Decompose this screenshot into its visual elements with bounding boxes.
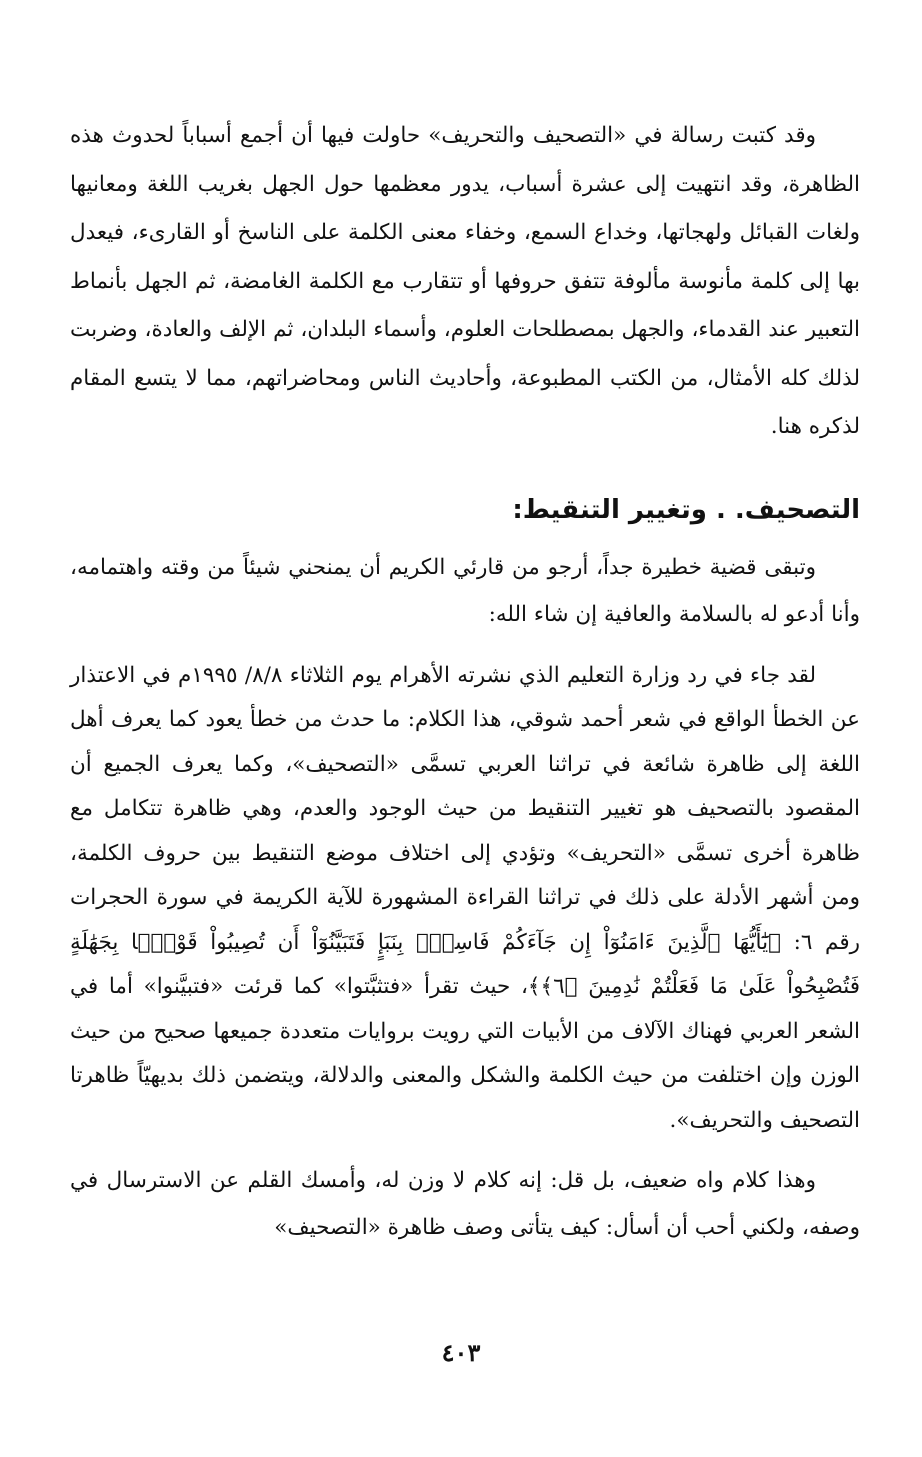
paragraph-request: وتبقى قضية خطيرة جداً، أرجو من قارئي الكريم أن يمنحني شيئاً من وقته واهتمامه، وأنا أدعو له بالسلامة والعافية إن شاء الله: xyxy=(70,554,860,627)
section-heading: التصحيف. . وتغيير التنقيط: xyxy=(512,494,860,525)
paragraph-ministry-quote: لقد جاء في رد وزارة التعليم الذي نشرته الأهرام يوم الثلاثاء ٨/٨/ ١٩٩٥م في الاعتذار عن الخطأ الواقع في شعر أحمد شوقي، هذا الكلام: ما حدث من خطأ يعود كما يعرف أهل اللغة إلى ظاهرة شائعة في تراثنا العربي تسمَّى «التصحيف»، وكما يعرف الجميع أن المقصود بالتصحيف هو تغيير التنقيط من حيث الوجود والعدم، وهي ظاهرة تتكامل مع ظاهرة أخرى تسمَّى «التحريف» وتؤدي إلى اختلاف موضع التنقيط بين حروف الكلمة، ومن أشهر الأدلة على ذلك في تراثنا القراءة المشهورة للآية الكريمة في سورة الحجرات رقم ٦: ﴿يَٰٓأَيُّهَا ٱلَّذِينَ ءَامَنُوٓاْ إِن جَآءَكُمْ فَاسِقٌۢ بِنَبَإٍ فَتَبَيَّنُوٓاْ أَن تُصِيبُواْ قَوْمًۢا بِجَهَٰلَةٍ فَتُصْبِحُواْ عَلَىٰ مَا فَعَلْتُمْ نَٰدِمِينَ ﴿٦﴾﴾، حيث تقرأ «فتثبَّتوا» كما قرئت «فتبيَّنوا» أما في الشعر العربي فهناك الآلاف من الأبيات التي رويت بروايات متعددة جميعها صحيح من حيث الوزن وإن اختلفت من حيث الكلمة والشكل والمعنى والدلالة، ويتضمن ذلك بديهيّاً ظاهرتا التصحيف والتحريف». xyxy=(70,662,860,1133)
page-number: ٤٠٣ xyxy=(441,1338,481,1367)
page-body xyxy=(70,112,860,1251)
paragraph-causes: وقد كتبت رسالة في «التصحيف والتحريف» حاولت فيها أن أجمع أسباباً لحدوث هذه الظاهرة، وقد انتهيت إلى عشرة أسباب، يدور معظمها حول الجهل بغريب اللغة ومعانيها ولغات القبائل ولهجاتها، وخداع السمع، وخفاء معنى الكلمة على الناسخ أو القارىء، فيعدل بها إلى كلمة مأنوسة مألوفة تتفق حروفها أو تتقارب مع الكلمة الغامضة، ثم الجهل بأنماط التعبير عند القدماء، والجهل بمصطلحات العلوم، وأسماء البلدان، ثم الإلف والعادة، وضربت لذلك كله الأمثال، من الكتب المطبوعة، وأحاديث الناس ومحاضراتهم، مما لا يتسع المقام لذكره هنا. xyxy=(70,123,860,439)
paragraph-response: وهذا كلام واه ضعيف، بل قل: إنه كلام لا وزن له، وأمسك القلم عن الاسترسال في وصفه، ولكني أحب أن أسأل: كيف يتأتى وصف ظاهرة «التصحيف» xyxy=(70,1168,860,1240)
